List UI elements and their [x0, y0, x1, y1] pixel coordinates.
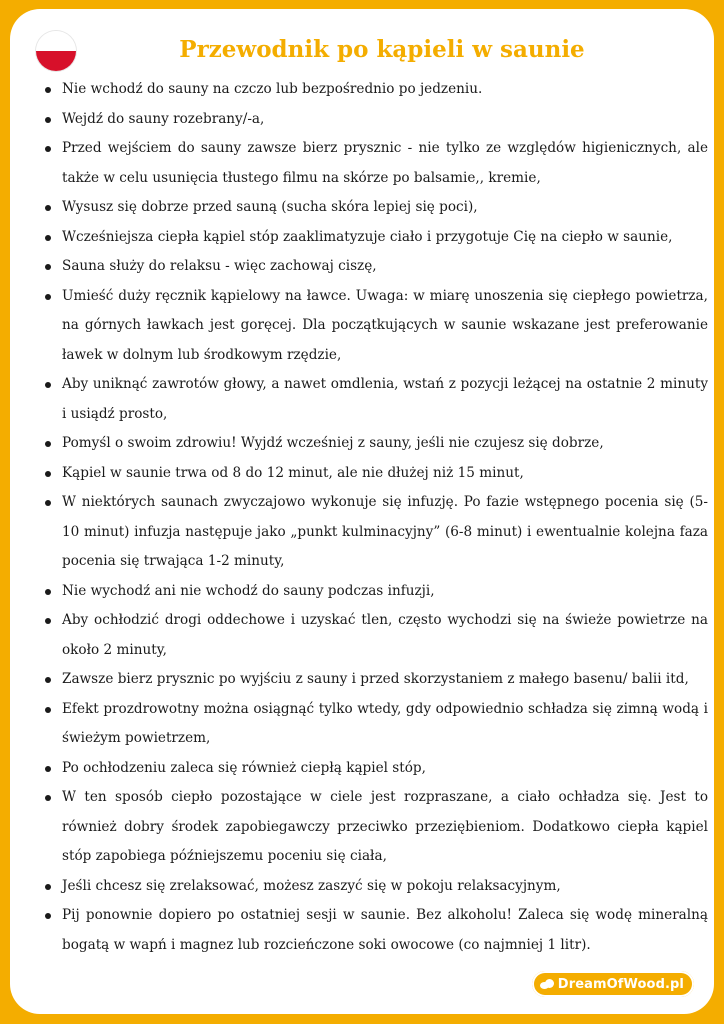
bullet-icon — [45, 795, 51, 801]
list-item: Kąpiel w saunie trwa od 8 do 12 minut, ale nie dłużej niż 15 minut, — [62, 459, 708, 489]
bullet-icon — [45, 707, 51, 713]
page-title: Przewodnik po kąpieli w saunie — [179, 36, 585, 63]
bullet-icon — [45, 589, 51, 595]
bullet-icon — [45, 471, 51, 477]
bullet-icon — [45, 146, 51, 152]
guide-list — [62, 75, 708, 960]
bullet-icon — [45, 677, 51, 683]
brand-badge[interactable] — [532, 971, 694, 997]
bullet-icon — [45, 884, 51, 890]
list-item: Jeśli chcesz się zrelaksować, możesz zaszyć się w pokoju relaksacyjnym, — [62, 872, 708, 902]
bullet-icon — [45, 618, 51, 624]
list-item: Po ochłodzeniu zaleca się również ciepłą kąpiel stóp, — [62, 754, 708, 784]
bullet-icon — [45, 500, 51, 506]
bullet-icon — [45, 913, 51, 919]
list-item: Nie wchodź do sauny na czczo lub bezpośrednio po jedzeniu. — [62, 75, 708, 105]
brand-label: DreamOfWood.pl — [557, 976, 684, 992]
bullet-icon — [45, 294, 51, 300]
list-item: Nie wychodź ani nie wchodź do sauny podczas infuzji, — [62, 577, 708, 607]
list-item: Aby ochłodzić drogi oddechowe i uzyskać tlen, często wychodzi się na świeże powietrze na około 2 minuty, — [62, 606, 708, 665]
bullet-icon — [45, 205, 51, 211]
bullet-icon — [45, 117, 51, 123]
list-item: Pomyśl o swoim zdrowiu! Wyjdź wcześniej z sauny, jeśli nie czujesz się dobrze, — [62, 429, 708, 459]
list-item: Wcześniejsza ciepła kąpiel stóp zaaklimatyzuje ciało i przygotuje Cię na ciepło w saunie, — [62, 223, 708, 253]
list-item: Wysusz się dobrze przed sauną (sucha skóra lepiej się poci), — [62, 193, 708, 223]
list-item: Efekt prozdrowotny można osiągnąć tylko wtedy, gdy odpowiednio schładza się zimną wodą i świeżym powietrzem, — [62, 695, 708, 754]
list-item: Wejdź do sauny rozebrany/-a, — [62, 105, 708, 135]
bullet-icon — [45, 441, 51, 447]
list-item: Pij ponownie dopiero po ostatniej sesji w saunie. Bez alkoholu! Zaleca się wodę mineralną bogatą w wapń i magnez lub rozcieńczone soki owocowe (co najmniej 1 litr). — [62, 901, 708, 960]
guide-card — [10, 9, 714, 1014]
bullet-icon — [45, 87, 51, 93]
bullet-icon — [45, 766, 51, 772]
list-item: Przed wejściem do sauny zawsze bierz prysznic - nie tylko ze względów higienicznych, ale także w celu usunięcia tłustego filmu na skórze po balsamie,, kremie, — [62, 134, 708, 193]
list-item: Sauna służy do relaksu - więc zachowaj ciszę, — [62, 252, 708, 282]
list-item: Zawsze bierz prysznic po wyjściu z sauny i przed skorzystaniem z małego basenu/ balii itd, — [62, 665, 708, 695]
list-item: W ten sposób ciepło pozostające w ciele jest rozpraszane, a ciało ochładza się. Jest to również dobry środek zapobiegawczy przeciwko przeziębieniom. Dodatkowo ciepła kąpiel stóp zapobiega późniejszemu poceniu się ciała, — [62, 783, 708, 872]
bullet-icon — [45, 235, 51, 241]
list-item: Umieść duży ręcznik kąpielowy na ławce. Uwaga: w miarę unoszenia się ciepłego powietrza, na górnych ławkach jest goręcej. Dla początkujących w saunie wskazane jest preferowanie ławek w dolnym lub środkowym rzędzie, — [62, 282, 708, 371]
bullet-icon — [45, 264, 51, 270]
list-item: W niektórych saunach zwyczajowo wykonuje się infuzję. Po fazie wstępnego pocenia się (5-10 minut) infuzja następuje jako „punkt kulminacyjny” (6-8 minut) i ewentualnie kolejna faza pocenia się trwająca 1-2 minuty, — [62, 488, 708, 577]
list-item: Aby uniknąć zawrotów głowy, a nawet omdlenia, wstań z pozycji leżącej na ostatnie 2 minuty i usiądź prosto, — [62, 370, 708, 429]
cloud-logo-icon — [540, 979, 554, 989]
bullet-icon — [45, 382, 51, 388]
